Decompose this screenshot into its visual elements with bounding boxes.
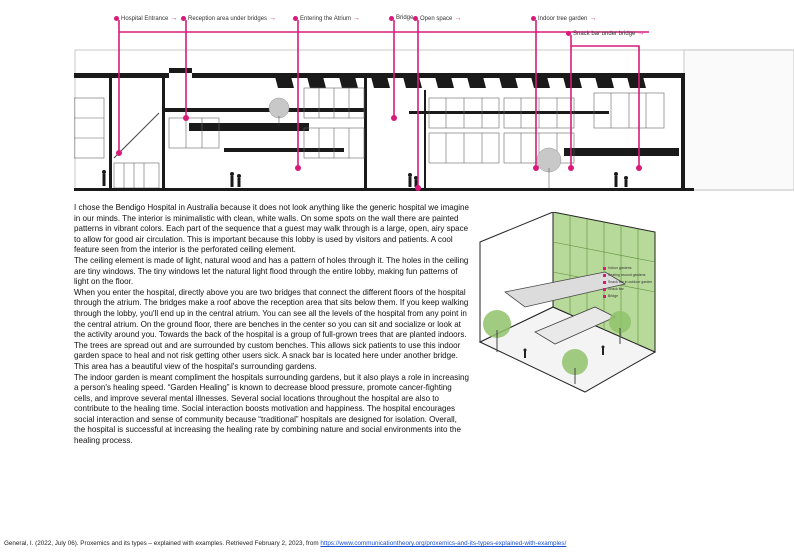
legend-item: Seating around gardens bbox=[603, 272, 652, 279]
arrow-right-icon: → bbox=[454, 15, 462, 22]
arrow-right-icon: → bbox=[353, 15, 361, 22]
axonometric-drawing bbox=[475, 212, 660, 402]
arrow-right-icon: → bbox=[269, 15, 277, 22]
essay-paragraph: The ceiling element is made of light, natural wood and has a pattern of holes through it. The holes in the ceiling are tiny windows. The tiny windows let the natural light flood through the entire lobby, making fun patterns of light on the floor. bbox=[74, 255, 469, 287]
legend-item: Bridge bbox=[603, 293, 652, 300]
arrow-right-icon: → bbox=[637, 30, 645, 37]
legend-swatch-icon bbox=[603, 274, 606, 277]
label-reception-area: Reception area under bridges → bbox=[181, 15, 276, 22]
legend-swatch-icon bbox=[603, 281, 606, 284]
legend-swatch-icon bbox=[603, 288, 606, 291]
marker-dot-icon bbox=[566, 31, 571, 36]
marker-dot-icon bbox=[413, 16, 418, 21]
axo-svg bbox=[475, 212, 660, 402]
legend-item: Snack bar in outdoor garden bbox=[603, 279, 652, 286]
essay-paragraph: The indoor garden is meant compliment the hospitals surrounding gardens, but it also plays a role in increasing a person's healing speed. “Garden Healing” is known to decrease blood pressure, promote cancer-fighting cells, and improve several mental illnesses. Several social locations throughout the hospital are also to contribute to the healing time. Social interaction boosts motivation and happiness. The hospital encourages social interaction and sense of community because “traditional” hospitals are designed for isolation. Overall, the hospital is successful at increasing the healing rate by combining nature and social environments into the healing process. bbox=[74, 372, 469, 446]
citation-text: General, I. (2022, July 06). Proxemics and its types – explained with examples. Retrieved February 2, 2023, from bbox=[4, 540, 321, 547]
axo-legend bbox=[603, 265, 652, 300]
arrow-right-icon: → bbox=[170, 15, 178, 22]
label-hospital-entrance: Hospital Entrance → bbox=[114, 15, 177, 22]
essay-paragraph: When you enter the hospital, directly above you are two bridges that connect the different floors of the hospital through the atrium. The bridges make a roof above the reception area that sits below them. If you keep walking through the lobby, you'll end up in the central atrium. You can see all the levels of the hospital from any point in the central atrium. On the ground floor, there are benches in the center so you can sit and socialize or look at the activity around you. Towards the back of the hospital is a group of full-grown trees that are planted indoors. The trees are spread out and are surrounded by custom benches. This allows sick patients to use this indoor garden space to heal and not risk getting other users sick. A snack bar is located here under another bridge. This area has a beautiful view of the hospital's surrounding gardens. bbox=[74, 287, 469, 371]
marker-dot-icon bbox=[531, 16, 536, 21]
legend-swatch-icon bbox=[603, 267, 606, 270]
citation-link[interactable]: https://www.communicationtheory.org/proxemics-and-its-types-explained-with-examples/ bbox=[320, 540, 567, 547]
essay-paragraph: I chose the Bendigo Hospital in Australia because it does not look anything like the generic hospital we imagine in our minds. The interior is minimalistic with clean, white walls. On some spots on the wall there are painted patterns in vibrant colors. Each part of the sequence that a guest may walk through is a large, open, airy space to allow for good air circulation. This is important because this lobby is used by visitors and patients. A cool feature seen from the interior is the perforated ceiling element. bbox=[74, 203, 469, 255]
label-bridge: Bridge bbox=[389, 15, 413, 21]
legend-swatch-icon bbox=[603, 295, 606, 298]
marker-dot-icon bbox=[389, 16, 394, 21]
essay-text bbox=[74, 203, 469, 447]
building-section-drawing bbox=[74, 8, 794, 198]
label-indoor-tree-garden: Indoor tree garden → bbox=[531, 15, 596, 22]
marker-dot-icon bbox=[293, 16, 298, 21]
section-svg bbox=[74, 8, 794, 198]
arrow-right-icon: → bbox=[589, 15, 597, 22]
legend-item: Indoor gardens bbox=[603, 265, 652, 272]
label-snack-bar: Snack bar under bridge → bbox=[566, 30, 644, 37]
citation bbox=[4, 540, 566, 547]
label-entering-atrium: Entering the Atrium → bbox=[293, 15, 360, 22]
legend-item: Snack bar bbox=[603, 286, 652, 293]
label-open-space: Open space → bbox=[413, 15, 461, 22]
marker-dot-icon bbox=[114, 16, 119, 21]
marker-dot-icon bbox=[181, 16, 186, 21]
